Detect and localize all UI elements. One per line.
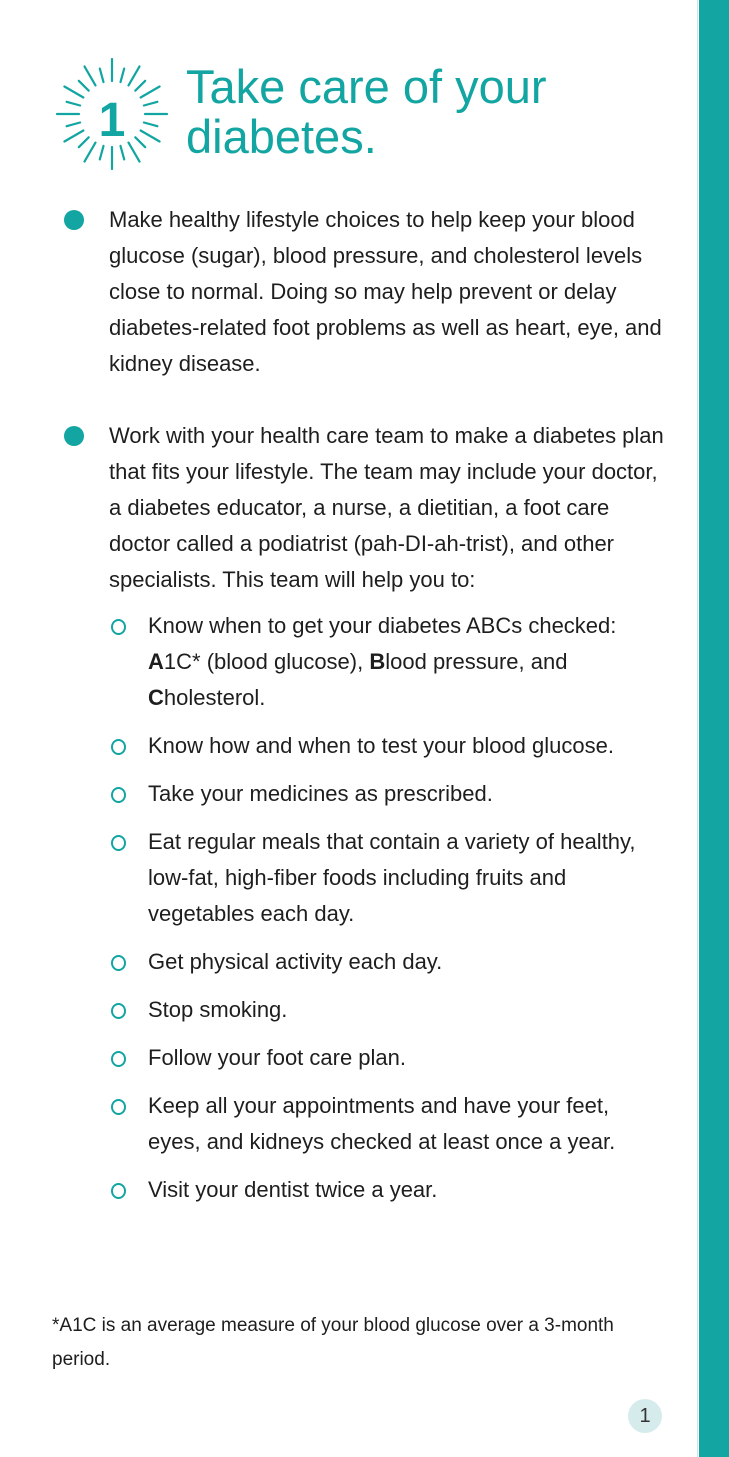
page-title: Take care of your diabetes. xyxy=(186,60,547,163)
sunburst-ray xyxy=(64,131,83,142)
subitem-medicines xyxy=(109,776,664,812)
subitem-activity xyxy=(109,944,664,980)
open-circle-bullet-icon xyxy=(111,1051,126,1067)
sidebar-edge-line xyxy=(697,0,698,1457)
subitem-text: Visit your dentist twice a year. xyxy=(148,1177,438,1202)
sunburst-ray xyxy=(67,102,81,106)
open-circle-bullet-icon xyxy=(111,787,126,803)
subitem-smoking xyxy=(109,992,664,1028)
sunburst-ray xyxy=(135,137,145,147)
sunburst-ray xyxy=(85,143,96,162)
page-number-badge: 1 xyxy=(628,1399,662,1433)
footnote: *A1C is an average measure of your blood glucose over a 3-month period. xyxy=(52,1315,614,1370)
abc-letter-b: B xyxy=(369,649,386,674)
abc-letter-a: A xyxy=(148,649,164,674)
sunburst-ray xyxy=(85,66,96,85)
abc-text: holesterol. xyxy=(163,685,266,710)
open-circle-bullet-icon xyxy=(111,835,126,851)
open-circle-bullet-icon xyxy=(111,1099,126,1115)
bullet-health-team xyxy=(64,418,664,1208)
bullet-text: Work with your health care team to make a diabetes plan that fits your lifestyle. The team may include your doctor, a diabetes educator, a nurse, a dietitian, a foot care doctor called a podiatrist (pah-DI-ah-trist), and other specialists. This team will help you to: xyxy=(109,423,664,592)
sunburst-ray xyxy=(64,87,83,98)
sunburst-icon xyxy=(52,57,172,172)
bullet-lifestyle xyxy=(64,202,664,382)
sunburst-ray xyxy=(141,131,160,142)
team-sub-list xyxy=(109,608,664,1208)
section-number: 1 xyxy=(98,94,126,147)
open-circle-bullet-icon xyxy=(111,1003,126,1019)
main-bullet-list xyxy=(64,202,664,1220)
sunburst-ray xyxy=(67,123,81,127)
subitem-text: Get physical activity each day. xyxy=(148,949,443,974)
sunburst-ray xyxy=(121,146,125,160)
subitem-text: Take your medicines as prescribed. xyxy=(148,781,493,806)
sunburst-ray xyxy=(100,69,104,83)
teal-sidebar-stripe xyxy=(699,0,729,1457)
subitem-test-glucose xyxy=(109,728,664,764)
subitem-text: Eat regular meals that contain a variety of healthy, low-fat, high-fiber foods including fruits and vegetables each day. xyxy=(148,829,636,926)
bullet-dot-icon xyxy=(64,426,84,446)
open-circle-bullet-icon xyxy=(111,619,126,635)
abc-letter-c: C xyxy=(148,685,164,710)
subitem-meals xyxy=(109,824,664,932)
sunburst-ray xyxy=(100,146,104,160)
sunburst-ray xyxy=(135,81,145,91)
sunburst-ray xyxy=(129,66,140,85)
bullet-dot-icon xyxy=(64,210,84,230)
sunburst-ray xyxy=(144,102,158,106)
sunburst-ray xyxy=(129,143,140,162)
bullet-text: Make healthy lifestyle choices to help keep your blood glucose (sugar), blood pressure, and cholesterol levels close to normal. Doing so may help prevent or delay diabetes-related foot problems as well as heart, eye, and kidney disease. xyxy=(109,207,662,376)
subitem-text: Keep all your appointments and have your feet, eyes, and kidneys checked at least once a year. xyxy=(148,1093,616,1154)
open-circle-bullet-icon xyxy=(111,1183,126,1199)
sunburst-ray xyxy=(121,69,125,83)
sunburst-ray xyxy=(79,137,89,147)
open-circle-bullet-icon xyxy=(111,739,126,755)
subitem-text: Stop smoking. xyxy=(148,997,288,1022)
sunburst-ray xyxy=(79,81,89,91)
abc-text: 1C* (blood glucose), xyxy=(163,649,370,674)
abc-text: lood pressure, and xyxy=(385,649,568,674)
subitem-text: Know how and when to test your blood glucose. xyxy=(148,733,614,758)
subitem-foot-care xyxy=(109,1040,664,1076)
open-circle-bullet-icon xyxy=(111,955,126,971)
sunburst-ray xyxy=(144,123,158,127)
sunburst-ray xyxy=(141,87,160,98)
abc-text: Know when to get your diabetes ABCs checked: xyxy=(148,613,617,638)
subitem-text: Follow your foot care plan. xyxy=(148,1045,407,1070)
subitem-appointments xyxy=(109,1088,664,1160)
subitem-abcs xyxy=(109,608,664,716)
subitem-dentist xyxy=(109,1172,664,1208)
